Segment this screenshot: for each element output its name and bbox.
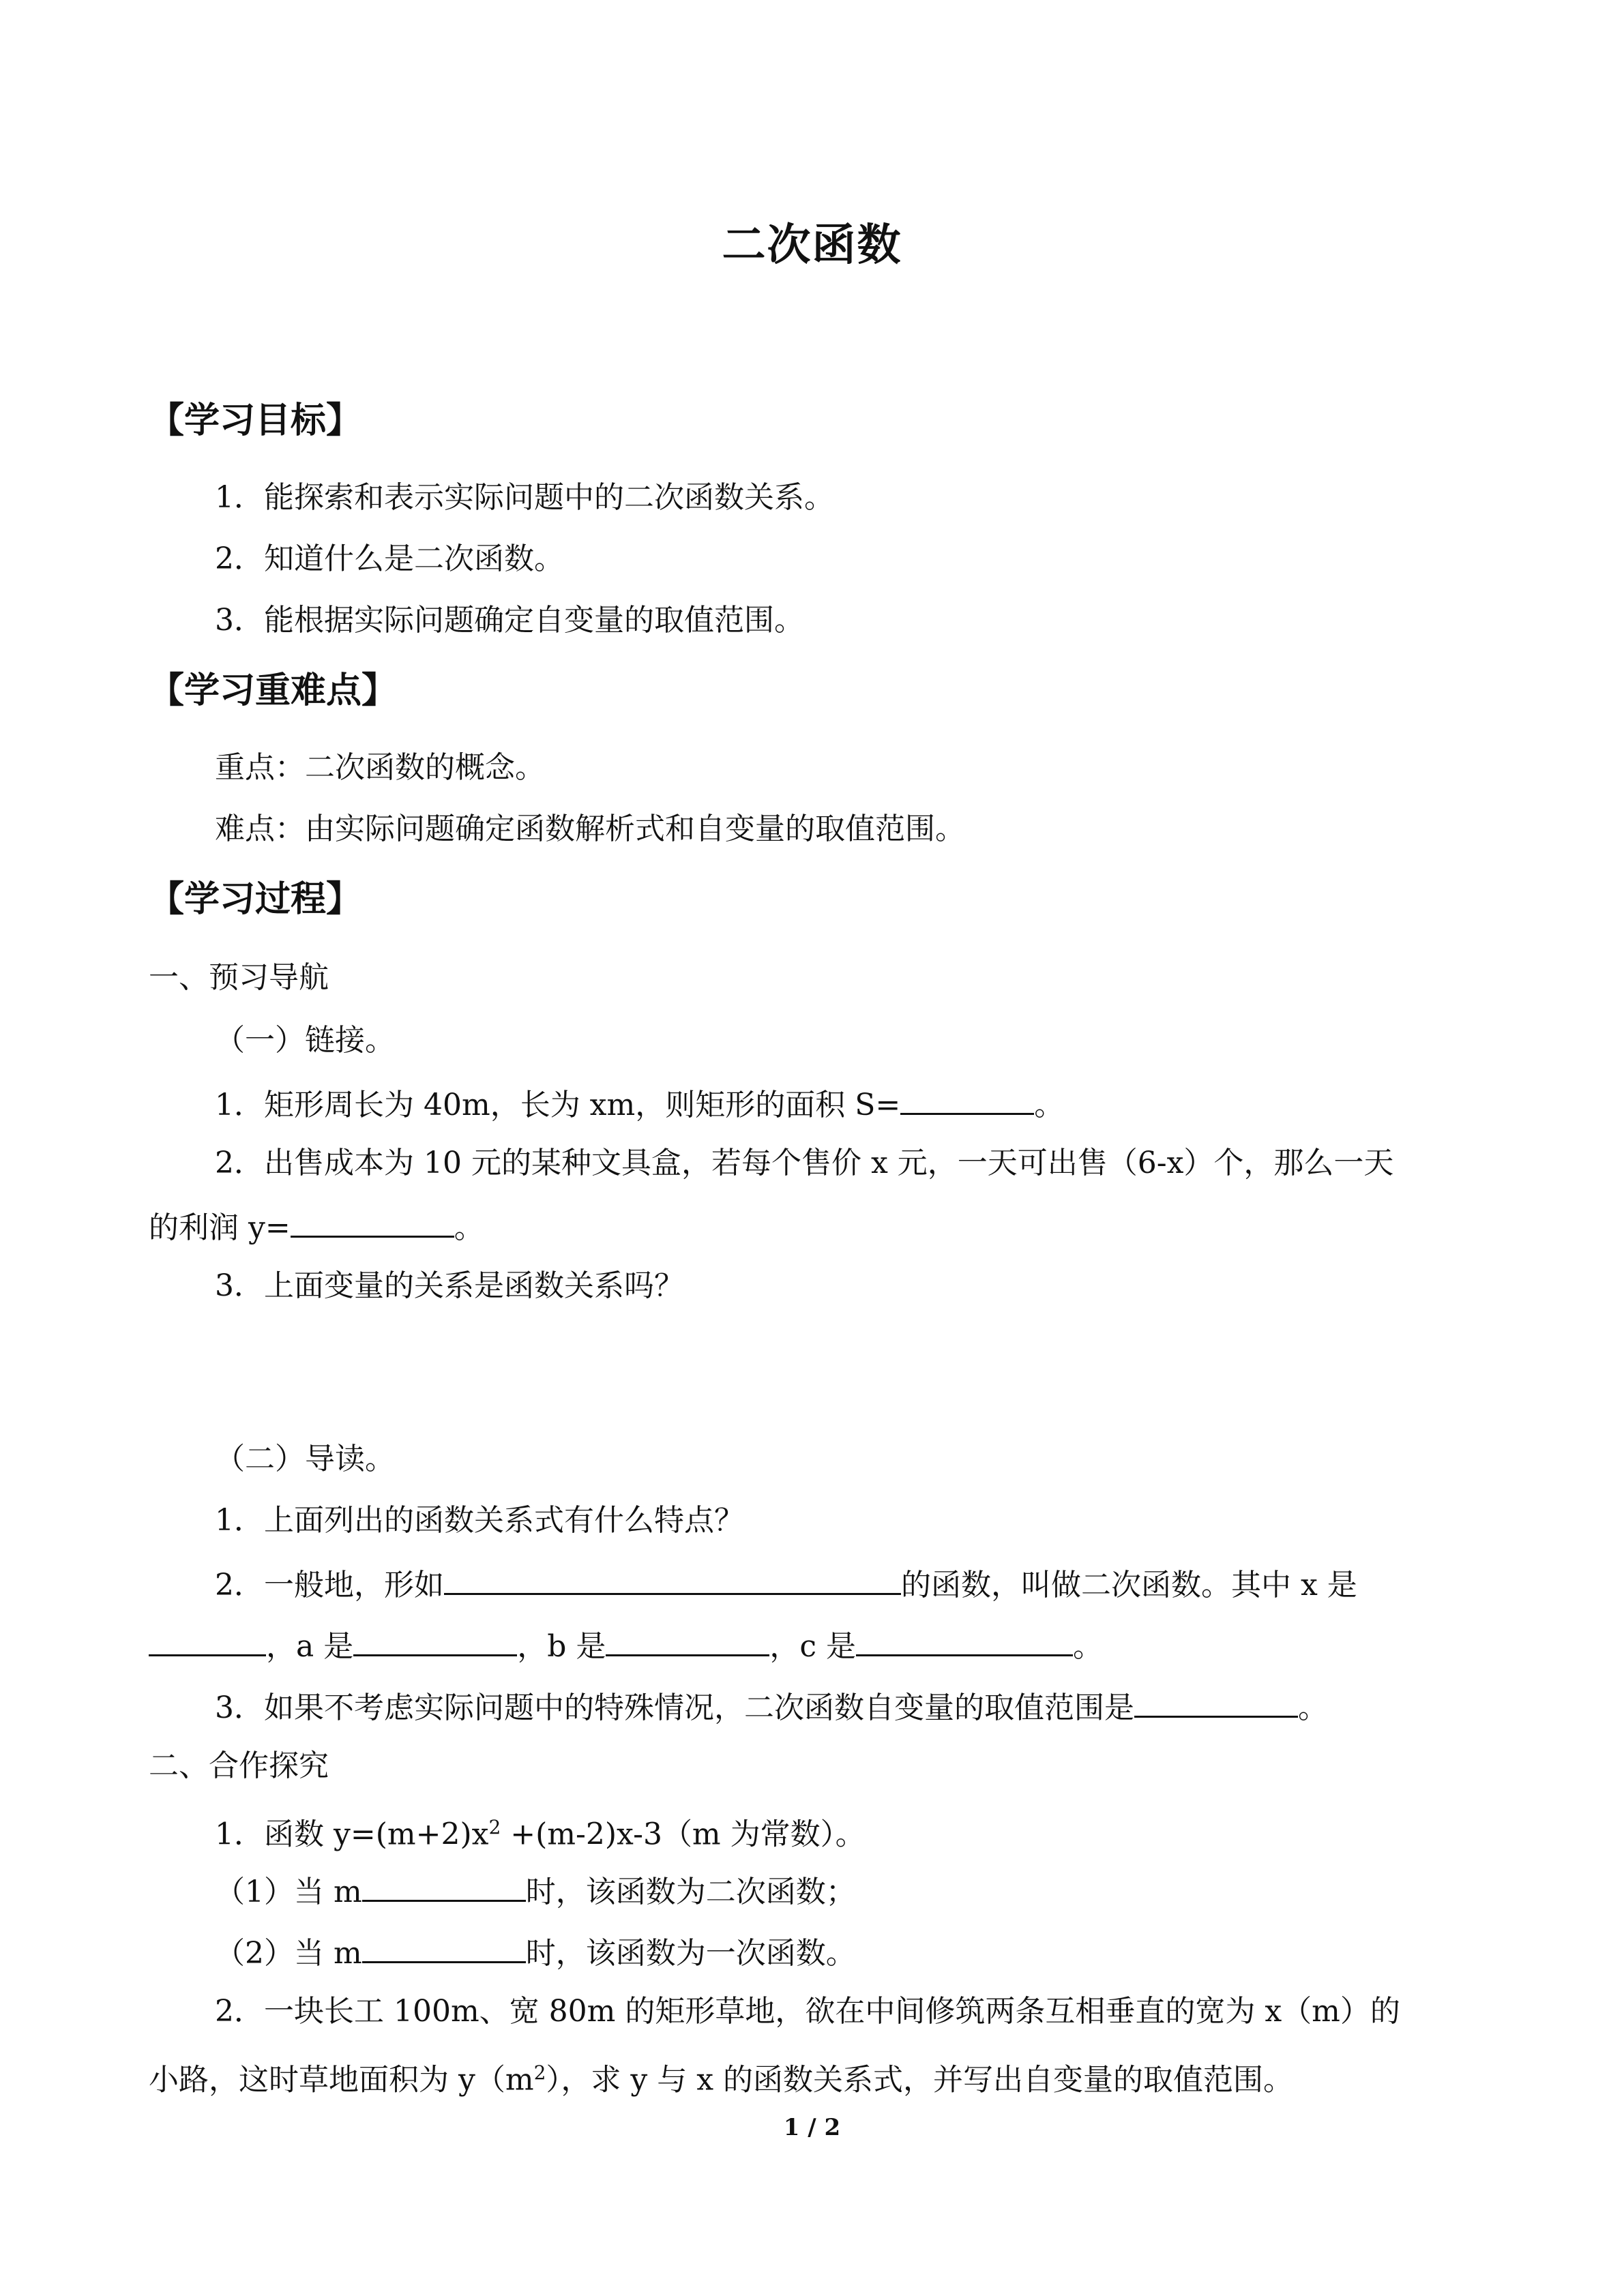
reading-3-end: 。 (1298, 1690, 1328, 1725)
question-2-text: 的利润 y= (149, 1210, 291, 1245)
key-point-focus: 重点：二次函数的概念。 (215, 750, 545, 785)
answer-blank[interactable] (291, 1204, 454, 1238)
exponent: 2 (488, 1816, 501, 1838)
problem-1-part1-text: 时，该函数为二次函数； (525, 1875, 856, 1909)
problem-1-part2-label: （2）当 m (215, 1936, 362, 1971)
objective-item: 1．能探索和表示实际问题中的二次函数关系。 (215, 480, 834, 515)
problem-1 (215, 1807, 866, 1855)
page-title: 二次函数 (722, 220, 902, 271)
reading-2-b-label: ，b 是 (517, 1629, 606, 1664)
part1-heading: 一、预习导航 (149, 960, 329, 995)
answer-blank[interactable] (149, 1623, 266, 1656)
problem-1-part1-label: （1）当 m (215, 1875, 362, 1909)
section-heading-key-points: 【学习重难点】 (149, 670, 398, 711)
question-2-end: 。 (454, 1210, 484, 1245)
objective-item: 3．能根据实际问题确定自变量的取值范围。 (215, 603, 804, 638)
reading-2-a-label: ，a 是 (266, 1629, 354, 1664)
answer-blank[interactable] (606, 1623, 769, 1656)
reading-2-line2 (149, 1623, 1103, 1667)
reading-2-text-cont: 的函数，叫做二次函数。其中 x 是 (901, 1568, 1357, 1602)
problem-1-part2-text: 时，该函数为一次函数。 (525, 1936, 856, 1971)
problem-1-part1 (215, 1868, 856, 1913)
part1-sub1: （一）链接。 (215, 1023, 395, 1058)
answer-blank[interactable] (856, 1623, 1073, 1656)
answer-blank[interactable] (1134, 1684, 1298, 1718)
objective-item: 2．知道什么是二次函数。 (215, 541, 564, 576)
answer-blank[interactable] (444, 1562, 901, 1595)
reading-2-line1 (215, 1562, 1357, 1606)
problem-2-text-cont: ），求 y 与 x 的函数关系式，并写出自变量的取值范围。 (546, 2062, 1294, 2098)
section-heading-objectives: 【学习目标】 (149, 400, 362, 441)
question-1-text: 1．矩形周长为 40m，长为 xm，则矩形的面积 S= (215, 1088, 901, 1122)
reading-2-end: 。 (1073, 1629, 1104, 1664)
exponent: 2 (533, 2061, 546, 2084)
reading-3-text: 3．如果不考虑实际问题中的特殊情况，二次函数自变量的取值范围是 (215, 1690, 1134, 1725)
problem-1-text: 1．函数 y=(m+2)x (215, 1817, 489, 1852)
question-3: 3．上面变量的关系是函数关系吗？ (215, 1268, 684, 1303)
section-heading-process: 【学习过程】 (149, 879, 362, 920)
key-point-difficulty: 难点：由实际问题确定函数解析式和自变量的取值范围。 (215, 811, 965, 846)
question-1 (215, 1082, 1064, 1126)
reading-2-c-label: ，c 是 (769, 1629, 857, 1664)
problem-2-line2 (149, 2053, 1293, 2101)
page-number: 1 / 2 (783, 2114, 841, 2141)
problem-1-text-cont: +(m-2)x-3（m 为常数）。 (501, 1817, 866, 1852)
problem-2-line1: 2．一块长工 100m、宽 80m 的矩形草地，欲在中间修筑两条互相垂直的宽为 x（m）的 (215, 1994, 1400, 2029)
reading-1: 1．上面列出的函数关系式有什么特点？ (215, 1503, 744, 1538)
part1-sub2: （二）导读。 (215, 1442, 395, 1476)
problem-2-text: 小路，这时草地面积为 y（m (149, 2062, 534, 2098)
reading-2-text: 2．一般地，形如 (215, 1568, 444, 1602)
question-1-end: 。 (1034, 1088, 1065, 1122)
answer-blank[interactable] (900, 1082, 1034, 1115)
question-2-line1: 2．出售成本为 10 元的某种文具盒，若每个售价 x 元，一天可出售（6-x）个，那么一天 (215, 1146, 1394, 1180)
answer-blank[interactable] (353, 1623, 517, 1656)
problem-1-part2 (215, 1930, 856, 1974)
question-2-line2 (149, 1204, 484, 1249)
answer-blank[interactable] (362, 1930, 526, 1963)
part2-heading: 二、合作探究 (149, 1748, 329, 1783)
answer-blank[interactable] (362, 1868, 526, 1902)
reading-3 (215, 1684, 1328, 1729)
